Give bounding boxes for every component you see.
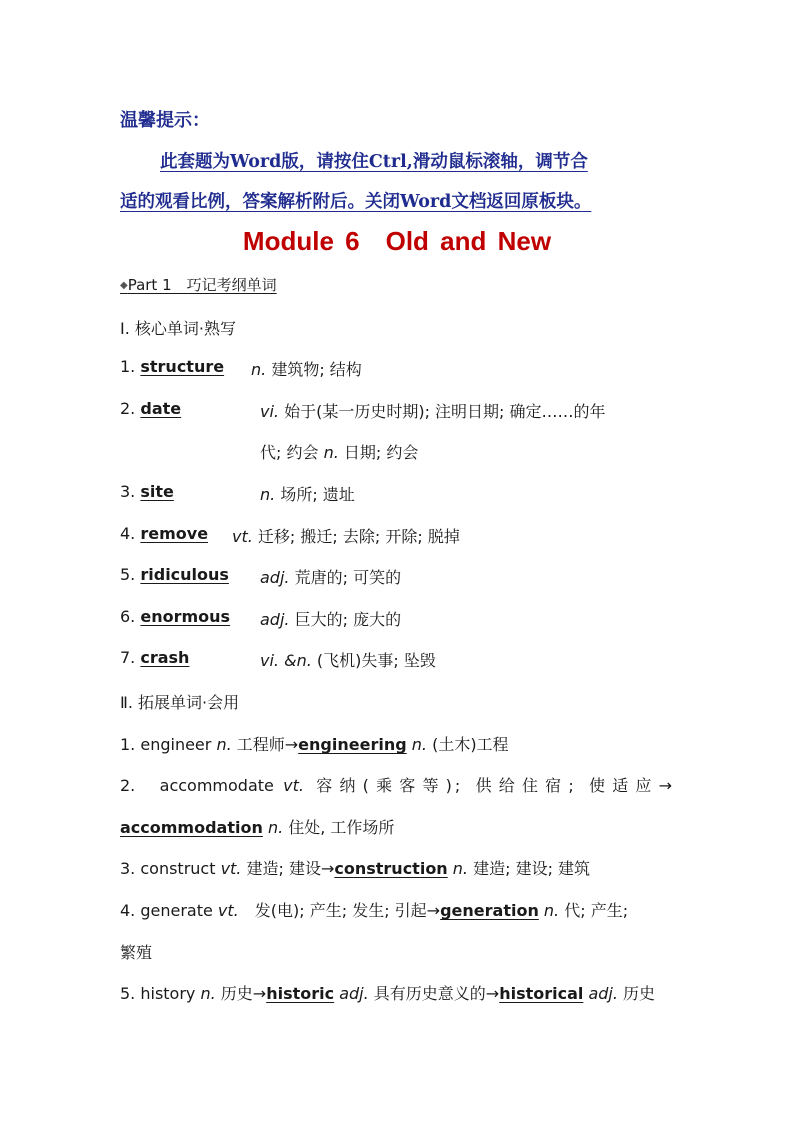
base-word: 5. history — [120, 984, 201, 1003]
derived-word: historic — [266, 984, 335, 1003]
part-of-speech: adj. — [260, 568, 290, 587]
part-heading — [120, 274, 277, 295]
part-of-speech: n. — [447, 859, 469, 878]
part-of-speech: n. — [200, 984, 216, 1003]
item-meaning-continued — [260, 440, 418, 463]
item-meaning — [232, 524, 460, 547]
module-name: Old and New — [385, 226, 552, 256]
meaning-text: 建造; 建设→ — [241, 859, 335, 878]
meaning-text: 迁移; 搬迁; 去除; 开除; 脱掉 — [257, 527, 460, 546]
meaning-text: 建筑物; 结构 — [271, 360, 362, 379]
meaning-text: 日期; 约会 — [343, 443, 419, 462]
list-item — [120, 607, 230, 626]
meaning-text: 代; 约会 — [260, 443, 319, 462]
meaning-text: 历史 — [617, 984, 656, 1003]
list-item — [120, 648, 189, 667]
module-title — [0, 226, 794, 257]
meaning-text: (土木)工程 — [426, 735, 509, 754]
derived-word: engineering — [298, 735, 407, 754]
part-of-speech: n. — [323, 443, 339, 462]
derived-word: historical — [499, 984, 584, 1003]
meaning-text: (飞机)失事; 坠毁 — [316, 651, 436, 670]
part-of-speech: n. — [406, 735, 427, 754]
part-of-speech: n. — [216, 735, 232, 754]
list-item — [120, 565, 229, 584]
part-of-speech: vi. — [260, 402, 279, 421]
tip-line-2: 适的观看比例，答案解析附后。关闭Word文档返回原板块。 — [120, 192, 592, 212]
item-meaning — [260, 482, 355, 505]
list-item — [120, 898, 628, 921]
vocab-word: ridiculous — [140, 565, 229, 584]
meaning-text: 场所; 遗址 — [280, 485, 355, 504]
list-item — [120, 482, 174, 501]
item-number: 6. — [120, 607, 136, 626]
module-number: Module 6 — [242, 226, 360, 256]
part-label: Part 1 巧记考纲单词 — [127, 276, 277, 294]
meaning-text: 始于(某一历史时期); 注明日期; 确定……的年 — [284, 402, 606, 421]
item-number: 2. — [120, 399, 136, 418]
base-word: 2. accommodate — [120, 776, 284, 795]
part-of-speech: vt. — [283, 776, 304, 795]
base-word: 1. engineer — [120, 735, 217, 754]
meaning-text: 建造; 建设; 建筑 — [468, 859, 591, 878]
vocab-word: enormous — [140, 607, 231, 626]
part-of-speech: n. — [251, 360, 267, 379]
meaning-text: 历史→ — [215, 984, 267, 1003]
section2-heading: Ⅱ. 拓展单词·会用 — [120, 693, 240, 712]
meaning-text: 巨大的; 庞大的 — [294, 610, 402, 629]
vocab-word: remove — [140, 524, 209, 543]
meaning-text: 住处, 工作场所 — [283, 818, 395, 837]
vocab-word: date — [140, 399, 182, 418]
meaning-text: 代; 产生; — [559, 901, 629, 920]
vocab-word: site — [140, 482, 174, 501]
derived-word: accommodation — [120, 818, 263, 837]
tip-line-1: 此套题为Word版，请按住Ctrl,滑动鼠标滚轴，调节合 — [160, 152, 588, 172]
list-item-continued — [120, 815, 394, 838]
item-number: 5. — [120, 565, 136, 584]
list-item — [120, 524, 208, 543]
part-of-speech: n. — [260, 485, 276, 504]
part-of-speech: vi. &n. — [260, 651, 312, 670]
diamond-icon: ◆ — [120, 280, 128, 291]
item-meaning — [260, 565, 401, 588]
part-of-speech: n. — [538, 901, 560, 920]
item-number: 7. — [120, 648, 136, 667]
base-word: 3. construct — [120, 859, 221, 878]
part-of-speech: adj. — [260, 610, 290, 629]
meaning-text: 容纳(乘客等); 供给住宿; 使适应→ — [303, 776, 675, 795]
part-of-speech: vt. — [220, 859, 242, 878]
list-item — [120, 732, 509, 755]
part-of-speech: vt. — [217, 901, 239, 920]
list-item — [120, 773, 675, 796]
item-meaning — [251, 357, 362, 380]
vocab-word: structure — [140, 357, 225, 376]
item-meaning — [260, 648, 436, 671]
list-item — [120, 399, 181, 418]
list-item — [120, 357, 224, 376]
list-item — [120, 856, 590, 879]
part-of-speech: vt. — [232, 527, 253, 546]
vocab-word: crash — [140, 648, 190, 667]
part-of-speech: adj. — [583, 984, 618, 1003]
item-number: 1. — [120, 357, 136, 376]
item-number: 3. — [120, 482, 136, 501]
item-meaning — [260, 399, 606, 422]
item-meaning — [260, 607, 401, 630]
meaning-text: 荒唐的; 可笑的 — [294, 568, 402, 587]
part-of-speech: n. — [262, 818, 284, 837]
meaning-text: 具有历史意义的→ — [368, 984, 500, 1003]
list-item-continued: 繁殖 — [120, 943, 153, 962]
list-item — [120, 981, 655, 1004]
meaning-text: 发(电); 产生; 发生; 引起→ — [238, 901, 441, 920]
derived-word: construction — [334, 859, 448, 878]
meaning-text: 工程师→ — [231, 735, 299, 754]
item-number: 4. — [120, 524, 136, 543]
section1-heading: Ⅰ. 核心单词·熟写 — [120, 319, 236, 338]
tip-title: 温馨提示： — [120, 110, 210, 131]
derived-word: generation — [440, 901, 539, 920]
base-word: 4. generate — [120, 901, 218, 920]
part-of-speech: adj. — [334, 984, 369, 1003]
